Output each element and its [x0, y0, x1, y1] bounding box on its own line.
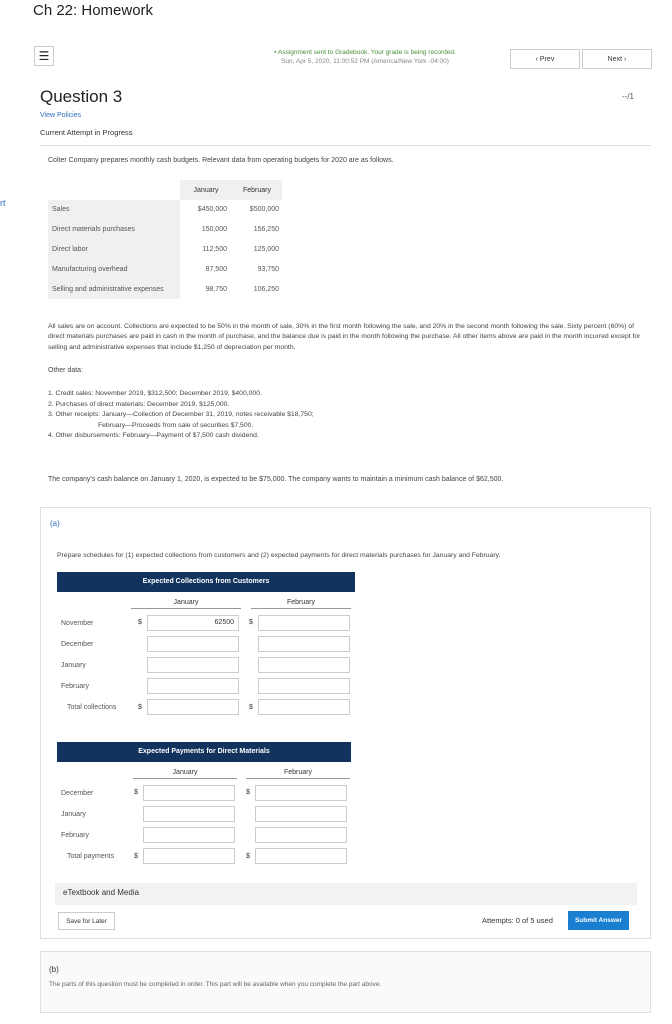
cell-january: 87,500 [205, 265, 227, 273]
budget-header-blank [48, 180, 180, 200]
payments-title: Expected Payments for Direct Materials [57, 742, 351, 762]
cell-february: 156,250 [253, 226, 279, 234]
part-b-panel [40, 951, 651, 1013]
etextbook-media-bar[interactable] [55, 883, 637, 905]
currency-symbol: $ [138, 704, 142, 711]
cash-balance-statement: The company's cash balance on January 1, 2020, is expected to be $75,000. The company wants to maintain a minimum cash balance of $62,500. [48, 476, 504, 483]
row-label: Selling and administrative expenses [48, 279, 180, 299]
cell-january: $450,000 [197, 206, 227, 214]
collections-col-february: February [251, 597, 351, 609]
view-policies-link[interactable]: View Policies [40, 112, 82, 119]
payments-january-input[interactable] [143, 806, 235, 822]
part-b-label: (b) [49, 965, 59, 974]
collections-february-input[interactable] [258, 678, 350, 694]
submit-answer-button[interactable]: Submit Answer [568, 911, 629, 930]
payments-col-february: February [246, 767, 350, 779]
currency-symbol: $ [138, 619, 142, 626]
other-data-label: Other data: [48, 367, 84, 374]
cell-february: 125,000 [253, 245, 279, 253]
collections-january-input[interactable] [147, 636, 239, 652]
budget-header-february: February [232, 180, 282, 200]
notice-timestamp: Sun, Apr 5, 2020, 11:00:52 PM (America/New York -04:00) [281, 58, 449, 65]
collections-row-label: January [61, 662, 86, 669]
etextbook-label: eTextbook and Media [63, 888, 140, 897]
next-button[interactable]: Next › [582, 49, 652, 69]
currency-symbol: $ [134, 789, 138, 796]
cell-february: $500,000 [249, 206, 279, 214]
currency-symbol: $ [134, 853, 138, 860]
problem-statement [40, 145, 651, 502]
page-title: Ch 22: Homework [33, 2, 154, 19]
collections-total-january-input[interactable] [147, 699, 239, 715]
top-bar [30, 46, 652, 72]
collections-row-label: December [61, 641, 94, 648]
payments-february-input[interactable] [255, 806, 347, 822]
gradebook-notice [245, 48, 485, 66]
collections-february-input[interactable] [258, 657, 350, 673]
hamburger-icon: ☰ [38, 49, 50, 63]
save-for-later-button[interactable]: Save for Later [58, 912, 115, 930]
payments-col-january: January [133, 767, 237, 779]
budget-table [48, 180, 282, 299]
row-label: Direct materials purchases [48, 220, 180, 240]
payments-january-input[interactable] [143, 827, 235, 843]
part-b-locked-message: The parts of this question must be completed in order. This part will be available when you complete the part above. [49, 981, 382, 988]
payments-row-label: January [61, 811, 86, 818]
part-a-panel [40, 507, 651, 939]
row-label: Direct labor [48, 240, 180, 260]
cell-february: 106,250 [253, 285, 279, 293]
payments-row-label: February [61, 832, 90, 839]
collections-total-february-input[interactable] [258, 699, 350, 715]
prev-button[interactable]: ‹ Prev [510, 49, 580, 69]
list-item: 4. Other disbursements: February—Payment of $7,500 cash dividend. [48, 432, 259, 439]
collections-february-input[interactable] [258, 615, 350, 631]
payments-february-input[interactable] [255, 785, 347, 801]
payments-total-label: Total payments [67, 853, 115, 860]
collections-january-input[interactable]: 62500 [147, 615, 239, 631]
notice-line: ▪ Assignment sent to Gradebook. Your grade is being recorded. [274, 49, 456, 56]
collections-col-january: January [131, 597, 241, 609]
part-a-label: (a) [50, 519, 60, 528]
part-a-instructions: Prepare schedules for (1) expected collections from customers and (2) expected payments for direct materials purchases for January and February. [57, 552, 501, 559]
collections-title: Expected Collections from Customers [57, 572, 355, 592]
left-clipped-text: rt [0, 198, 6, 208]
collections-total-label: Total collections [67, 704, 117, 711]
attempts-counter: Attempts: 0 of 5 used [482, 916, 553, 925]
cell-january: 150,000 [201, 226, 227, 234]
table-row [48, 279, 282, 299]
budget-header-january: January [180, 180, 232, 200]
cell-february: 93,750 [257, 265, 279, 273]
table-row [48, 220, 282, 240]
other-data-list [48, 389, 314, 442]
currency-symbol: $ [249, 704, 253, 711]
cell-january: 112,500 [202, 245, 227, 253]
attempt-status: Current Attempt in Progress [40, 128, 133, 137]
row-label: Sales [48, 200, 180, 220]
payments-january-input[interactable] [143, 785, 235, 801]
payments-february-input[interactable] [255, 827, 347, 843]
collections-february-input[interactable] [258, 636, 350, 652]
problem-paragraph: All sales are on account. Collections are expected to be 50% in the month of sale, 30% in the first month following the sale, and 20% in the second month following the sale. Sixty percent (60%) of direct materials purchases are paid in cash in the month of purchase, and the balance due is paid in the month following the purchase. All other items above are paid in the month incurred except for selling and administrative expenses that include $1,250 of depreciation per month. [48, 323, 641, 351]
currency-symbol: $ [249, 619, 253, 626]
list-item: 1. Credit sales: November 2019, $312,500; December 2019, $400,000. [48, 390, 262, 397]
list-item: 2. Purchases of direct materials: December 2019, $125,000. [48, 400, 230, 408]
menu-button[interactable] [34, 46, 54, 66]
question-title: Question 3 [40, 87, 123, 106]
collections-row-label: February [61, 683, 90, 690]
cell-january: 98,750 [205, 285, 227, 293]
payments-total-january-input[interactable] [143, 848, 235, 864]
payments-total-february-input[interactable] [255, 848, 347, 864]
notice-text: Assignment sent to Gradebook. Your grade is being recorded. [277, 49, 456, 56]
budget-table-header [48, 180, 282, 200]
problem-intro: Colter Company prepares monthly cash budgets. Relevant data from operating budgets for 2020 are as follows. [48, 157, 394, 164]
list-item: 3. Other receipts: January—Collection of December 31, 2019, notes receivable $18,750; [48, 411, 314, 418]
collections-january-input[interactable] [147, 657, 239, 673]
row-label: Manufacturing overhead [48, 259, 180, 279]
table-row [48, 240, 282, 260]
table-row [48, 259, 282, 279]
table-row [48, 200, 282, 220]
collections-row-label: November [61, 620, 94, 627]
question-score: --/1 [622, 92, 634, 101]
currency-symbol: $ [246, 853, 250, 860]
currency-symbol: $ [246, 789, 250, 796]
collections-january-input[interactable] [147, 678, 239, 694]
payments-row-label: December [61, 790, 94, 797]
list-item: February—Proceeds from sale of securities $7,500. [98, 421, 254, 429]
